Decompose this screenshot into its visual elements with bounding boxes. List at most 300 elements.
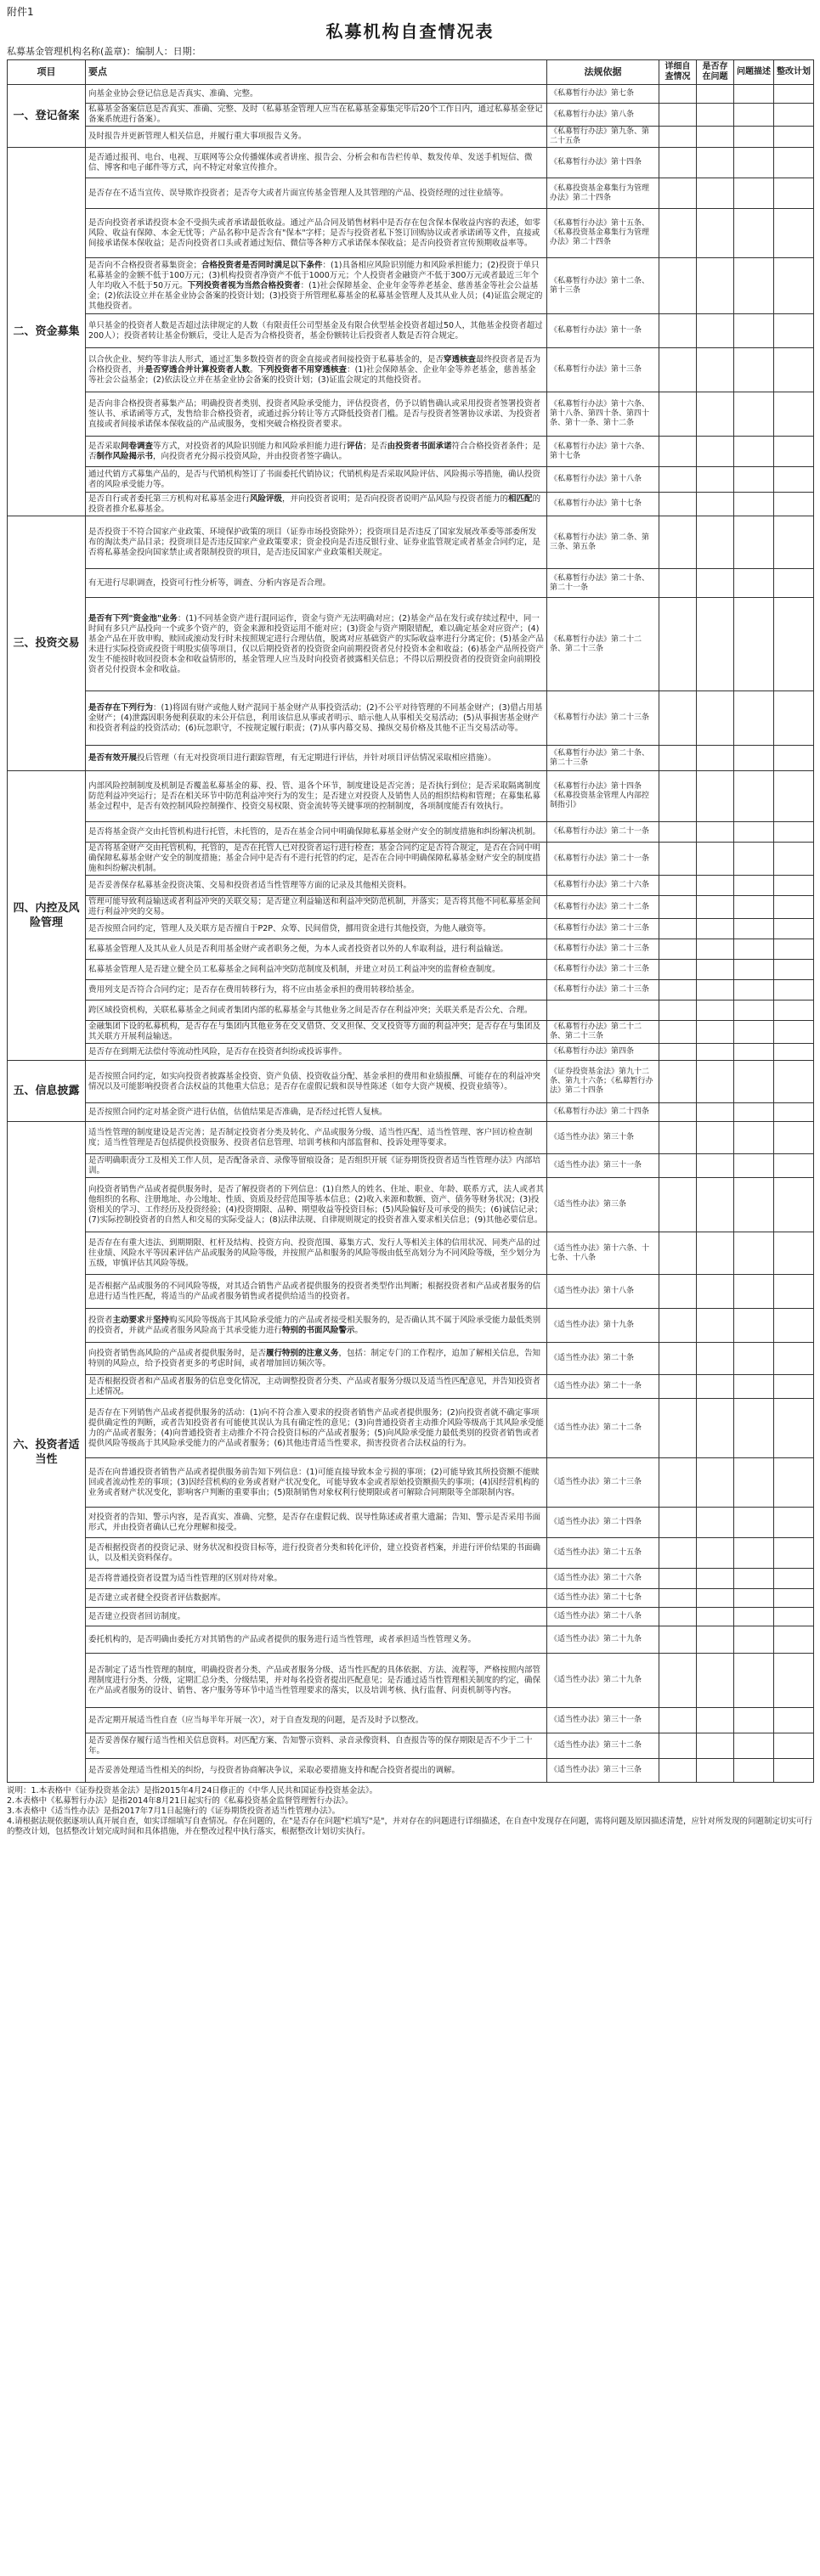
legal-basis: 《私募暂行办法》第十五条、《私募投资基金募集行为管理办法》第二十四条 bbox=[547, 209, 659, 258]
has-issue-cell[interactable] bbox=[697, 1154, 734, 1178]
plan-cell[interactable] bbox=[774, 1708, 814, 1733]
detail-cell[interactable] bbox=[659, 1399, 697, 1458]
detail-cell[interactable] bbox=[659, 876, 697, 896]
has-issue-cell[interactable] bbox=[697, 1343, 734, 1375]
plan-cell[interactable] bbox=[774, 1654, 814, 1708]
detail-cell[interactable] bbox=[659, 437, 697, 467]
section-name: 一、登记备案 bbox=[8, 85, 86, 148]
legal-basis: 《私募暂行办法》第二十三条 bbox=[547, 960, 659, 980]
has-issue-cell[interactable] bbox=[697, 392, 734, 437]
legal-basis: 《适当性办法》第二十九条 bbox=[547, 1626, 659, 1654]
key-point-text: 单只基金的投资者人数是否超过法律规定的人数（有限责任公司型基金及有限合伙型基金投资者超过50人，其他基金投资者超过200人）；投资者转让基金份额后，受让人是否为合格投资者，基金份额转让后投资者人数是否符合规定。 bbox=[86, 314, 547, 348]
table-row bbox=[8, 771, 814, 822]
key-point-text: 是否根据产品或服务的不同风险等级，对其适合销售产品或者提供服务的投资者类型作出判断；根据投资者和产品或者服务的信息进行适当性匹配，将适当的产品或者服务销售或者提供给适当的投资者。 bbox=[86, 1275, 547, 1309]
plan-cell[interactable] bbox=[774, 598, 814, 691]
plan-cell[interactable] bbox=[774, 1569, 814, 1589]
key-point-text: 有无进行尽职调查，投资可行性分析等，调查、分析内容是否合理。 bbox=[86, 569, 547, 598]
issue-desc-cell[interactable] bbox=[734, 843, 774, 876]
has-issue-cell[interactable] bbox=[697, 822, 734, 843]
has-issue-cell[interactable] bbox=[697, 209, 734, 258]
plan-cell[interactable] bbox=[774, 896, 814, 919]
detail-cell[interactable] bbox=[659, 258, 697, 314]
detail-cell[interactable] bbox=[659, 209, 697, 258]
issue-desc-cell[interactable] bbox=[734, 348, 774, 392]
plan-cell[interactable] bbox=[774, 746, 814, 771]
issue-desc-cell[interactable] bbox=[734, 1178, 774, 1232]
table-row bbox=[8, 822, 814, 843]
has-issue-cell[interactable] bbox=[697, 1122, 734, 1154]
issue-desc-cell[interactable] bbox=[734, 1044, 774, 1061]
issue-desc-cell[interactable] bbox=[734, 437, 774, 467]
legal-basis: 《适当性办法》第三十一条 bbox=[547, 1708, 659, 1733]
issue-desc-cell[interactable] bbox=[734, 258, 774, 314]
has-issue-cell[interactable] bbox=[697, 1708, 734, 1733]
key-point-text: 是否按照合同约定，如实向投资者披露基金投资、资产负债、投资收益分配、基金承担的费用和业绩报酬、可能存在的利益冲突情况以及可能影响投资者合法权益的其他重大信息；是否存在虚假记载和误导性陈述（如夸大资产规模、投资业绩等）。 bbox=[86, 1061, 547, 1103]
key-point-text: 对投资者的告知、警示内容，是否真实、准确、完整，是否存在虚假记载、误导性陈述或者重大遗漏；告知、警示是否采用书面形式，并由投资者确认已充分理解和接受。 bbox=[86, 1508, 547, 1538]
detail-cell[interactable] bbox=[659, 1508, 697, 1538]
detail-cell[interactable] bbox=[659, 1021, 697, 1044]
issue-desc-cell[interactable] bbox=[734, 771, 774, 822]
issue-desc-cell[interactable] bbox=[734, 104, 774, 127]
plan-cell[interactable] bbox=[774, 939, 814, 960]
detail-cell[interactable] bbox=[659, 516, 697, 569]
has-issue-cell[interactable] bbox=[697, 896, 734, 919]
issue-desc-cell[interactable] bbox=[734, 493, 774, 516]
table-row bbox=[8, 1569, 814, 1589]
legal-basis: 《私募暂行办法》第二十三条 bbox=[547, 980, 659, 1001]
legal-basis: 《私募暂行办法》第四条 bbox=[547, 1044, 659, 1061]
plan-cell[interactable] bbox=[774, 771, 814, 822]
legal-basis: 《私募暂行办法》第二十三条 bbox=[547, 919, 659, 939]
detail-cell[interactable] bbox=[659, 127, 697, 148]
detail-cell[interactable] bbox=[659, 1232, 697, 1275]
has-issue-cell[interactable] bbox=[697, 919, 734, 939]
has-issue-cell[interactable] bbox=[697, 258, 734, 314]
table-row bbox=[8, 980, 814, 1001]
table-row bbox=[8, 1626, 814, 1654]
key-point-text: 向投资者销售产品或者提供服务时，是否了解投资者的下列信息：(1)自然人的姓名、住址、职业、年龄、联系方式，法人或者其他组织的名称、注册地址、办公地址、性质、资质及经营范围等基本信息；(2)收入来源和数额、资产、债务等财务状况；(3)投资相关的学习、工作经历及投资经验；(4)投资期限、品种、期望收益等投资目标；(5)风险偏好及可承受的损失；(6)诚信记录；(7)实际控制投资者的自然人和交易的实际受益人；(8)法律法规、自律规则规定的投资者准入要求相关信息；(9)其他必要信息。 bbox=[86, 1178, 547, 1232]
plan-cell[interactable] bbox=[774, 467, 814, 493]
has-issue-cell[interactable] bbox=[697, 1508, 734, 1538]
issue-desc-cell[interactable] bbox=[734, 1654, 774, 1708]
issue-desc-cell[interactable] bbox=[734, 467, 774, 493]
key-point-text: 是否妥善处理适当性相关的纠纷，与投资者协商解决争议，采取必要措施支持和配合投资者提出的调解。 bbox=[86, 1759, 547, 1783]
legal-basis: 《私募暂行办法》第十八条 bbox=[547, 467, 659, 493]
issue-desc-cell[interactable] bbox=[734, 1103, 774, 1122]
detail-cell[interactable] bbox=[659, 1103, 697, 1122]
note-3: 3.本表格中《适当性办法》是指2017年7月1日起施行的《证券期货投资者适当性管理办法》。 bbox=[7, 1807, 341, 1816]
issue-desc-cell[interactable] bbox=[734, 1589, 774, 1608]
detail-cell[interactable] bbox=[659, 1759, 697, 1783]
plan-cell[interactable] bbox=[774, 1021, 814, 1044]
detail-cell[interactable] bbox=[659, 392, 697, 437]
legal-basis: 《私募暂行办法》第二十四条 bbox=[547, 1103, 659, 1122]
detail-cell[interactable] bbox=[659, 1061, 697, 1103]
issue-desc-cell[interactable] bbox=[734, 919, 774, 939]
plan-cell[interactable] bbox=[774, 1275, 814, 1309]
key-point-text: 内部风险控制制度及机制是否覆盖私募基金的募、投、管、退各个环节，制度建设是否完善；是否执行到位；是否采取隔离制度防范利益冲突运行；是否在相关环节中防范利益冲突行为的发生；是否建立对投资人及销售人员的组织结构和管理；在募集私募基金过程中，是否有效控制风险控制操作、投资交易权限、资金流转等关键事项的控制制度，各项制度能否有效执行。 bbox=[86, 771, 547, 822]
has-issue-cell[interactable] bbox=[697, 876, 734, 896]
detail-cell[interactable] bbox=[659, 348, 697, 392]
has-issue-cell[interactable] bbox=[697, 437, 734, 467]
detail-cell[interactable] bbox=[659, 1589, 697, 1608]
plan-cell[interactable] bbox=[774, 1589, 814, 1608]
has-issue-cell[interactable] bbox=[697, 148, 734, 178]
issue-desc-cell[interactable] bbox=[734, 1538, 774, 1569]
plan-cell[interactable] bbox=[774, 980, 814, 1001]
plan-cell[interactable] bbox=[774, 1399, 814, 1458]
has-issue-cell[interactable] bbox=[697, 960, 734, 980]
has-issue-cell[interactable] bbox=[697, 493, 734, 516]
has-issue-cell[interactable] bbox=[697, 1001, 734, 1021]
detail-cell[interactable] bbox=[659, 960, 697, 980]
has-issue-cell[interactable] bbox=[697, 1275, 734, 1309]
detail-cell[interactable] bbox=[659, 939, 697, 960]
detail-cell[interactable] bbox=[659, 822, 697, 843]
table-row bbox=[8, 1458, 814, 1508]
table-row bbox=[8, 493, 814, 516]
table-row bbox=[8, 1654, 814, 1708]
issue-desc-cell[interactable] bbox=[734, 1309, 774, 1343]
plan-cell[interactable] bbox=[774, 348, 814, 392]
detail-cell[interactable] bbox=[659, 1001, 697, 1021]
key-point-text: 向投资者销售高风险的产品或者提供服务时，是否履行特别的注意义务，包括：制定专门的工作程序，追加了解相关信息，告知特别的风险点，给予投资者更多的考虑时间，或者增加回访频次等。 bbox=[86, 1343, 547, 1375]
detail-cell[interactable] bbox=[659, 1178, 697, 1232]
issue-desc-cell[interactable] bbox=[734, 1569, 774, 1589]
legal-basis: 《适当性办法》第三十一条 bbox=[547, 1154, 659, 1178]
has-issue-cell[interactable] bbox=[697, 598, 734, 691]
has-issue-cell[interactable] bbox=[697, 1569, 734, 1589]
has-issue-cell[interactable] bbox=[697, 516, 734, 569]
plan-cell[interactable] bbox=[774, 919, 814, 939]
legal-basis: 《适当性办法》第二十三条 bbox=[547, 1458, 659, 1508]
plan-cell[interactable] bbox=[774, 209, 814, 258]
has-issue-cell[interactable] bbox=[697, 127, 734, 148]
table-row bbox=[8, 896, 814, 919]
issue-desc-cell[interactable] bbox=[734, 746, 774, 771]
key-point-text: 向基金业协会登记信息是否真实、准确、完整。 bbox=[86, 85, 547, 104]
has-issue-cell[interactable] bbox=[697, 1044, 734, 1061]
plan-cell[interactable] bbox=[774, 1626, 814, 1654]
table-row bbox=[8, 843, 814, 876]
has-issue-cell[interactable] bbox=[697, 1589, 734, 1608]
legal-basis: 《适当性办法》第三十条 bbox=[547, 1122, 659, 1154]
plan-cell[interactable] bbox=[774, 1375, 814, 1399]
plan-cell[interactable] bbox=[774, 1309, 814, 1343]
issue-desc-cell[interactable] bbox=[734, 1458, 774, 1508]
table-row bbox=[8, 1608, 814, 1626]
has-issue-cell[interactable] bbox=[697, 691, 734, 746]
issue-desc-cell[interactable] bbox=[734, 148, 774, 178]
table-row bbox=[8, 1001, 814, 1021]
plan-cell[interactable] bbox=[774, 569, 814, 598]
table-row bbox=[8, 1733, 814, 1759]
key-point-text: 是否采取问卷调查等方式，对投资者的风险识别能力和风险承担能力进行评估；是否由投资者书面承诺符合合格投资者条件；是否制作风险揭示书，向投资者充分揭示投资风险，并由投资者签字确认。 bbox=[86, 437, 547, 467]
has-issue-cell[interactable] bbox=[697, 1458, 734, 1508]
table-row bbox=[8, 1178, 814, 1232]
table-row bbox=[8, 516, 814, 569]
has-issue-cell[interactable] bbox=[697, 467, 734, 493]
legal-basis: 《适当性办法》第二十八条 bbox=[547, 1608, 659, 1626]
detail-cell[interactable] bbox=[659, 746, 697, 771]
legal-basis: 《适当性办法》第二十五条 bbox=[547, 1538, 659, 1569]
detail-cell[interactable] bbox=[659, 569, 697, 598]
table-row bbox=[8, 1122, 814, 1154]
has-issue-cell[interactable] bbox=[697, 1061, 734, 1103]
key-point-text: 是否建立投资者回访制度。 bbox=[86, 1608, 547, 1626]
has-issue-cell[interactable] bbox=[697, 314, 734, 348]
detail-cell[interactable] bbox=[659, 148, 697, 178]
plan-cell[interactable] bbox=[774, 822, 814, 843]
plan-cell[interactable] bbox=[774, 314, 814, 348]
plan-cell[interactable] bbox=[774, 516, 814, 569]
detail-cell[interactable] bbox=[659, 1275, 697, 1309]
table-row bbox=[8, 392, 814, 437]
legal-basis: 《私募暂行办法》第二十二条、第二十三条 bbox=[547, 598, 659, 691]
has-issue-cell[interactable] bbox=[697, 569, 734, 598]
plan-cell[interactable] bbox=[774, 437, 814, 467]
key-point-text: 是否向非合格投资者募集产品；明确投资者类别、投资者风险承受能力，评估投资者，仍予以销售确认或采用投资者签署投资者签认书、承诺函等方式，发售给非合格投资者，或通过拆分转让等方式降低投资者门槛。是否与投资者签署协议承诺、为投资者直接或者间接承诺保本保收益的产品或服务，变相突破合格投资者要求。 bbox=[86, 392, 547, 437]
key-point-text: 是否明确职责分工及相关工作人员，是否配备录音、录像等留痕设备；是否组织开展《证券期货投资者适当性管理办法》内部培训。 bbox=[86, 1154, 547, 1178]
plan-cell[interactable] bbox=[774, 493, 814, 516]
has-issue-cell[interactable] bbox=[697, 1538, 734, 1569]
legal-basis: 《适当性办法》第二十九条 bbox=[547, 1654, 659, 1708]
table-row bbox=[8, 1275, 814, 1309]
key-point-text: 是否存在下列行为：(1)将固有财产或他人财产混同于基金财产从事投资活动；(2)不公平对待管理的不同基金财产；(3)借占用基金财产；(4)泄露因职务便利获取的未公开信息，利用该信息从事或者明示、暗示他人从事相关交易活动；(5)从事损害基金财产和投资者利益的投资活动；(6)玩忽职守，不按规定履行职责；(7)从事内幕交易、操纵交易价格及其他不正当交易活动等。 bbox=[86, 691, 547, 746]
legal-basis: 《私募暂行办法》第二十一条 bbox=[547, 822, 659, 843]
plan-cell[interactable] bbox=[774, 127, 814, 148]
issue-desc-cell[interactable] bbox=[734, 1508, 774, 1538]
has-issue-cell[interactable] bbox=[697, 1309, 734, 1343]
attachment-label: 附件1 bbox=[7, 6, 34, 18]
key-point-text: 是否定期开展适当性自查（应当每半年开展一次），对于自查发现的问题，是否及时予以整改。 bbox=[86, 1708, 547, 1733]
detail-cell[interactable] bbox=[659, 85, 697, 104]
legal-basis: 《适当性办法》第二十六条 bbox=[547, 1569, 659, 1589]
has-issue-cell[interactable] bbox=[697, 771, 734, 822]
plan-cell[interactable] bbox=[774, 1232, 814, 1275]
plan-cell[interactable] bbox=[774, 1538, 814, 1569]
detail-cell[interactable] bbox=[659, 691, 697, 746]
has-issue-cell[interactable] bbox=[697, 1232, 734, 1275]
plan-cell[interactable] bbox=[774, 1061, 814, 1103]
issue-desc-cell[interactable] bbox=[734, 178, 774, 209]
issue-desc-cell[interactable] bbox=[734, 314, 774, 348]
legal-basis: 《适当性办法》第十六条、十七条、十八条 bbox=[547, 1232, 659, 1275]
table-row bbox=[8, 939, 814, 960]
issue-desc-cell[interactable] bbox=[734, 569, 774, 598]
issue-desc-cell[interactable] bbox=[734, 598, 774, 691]
issue-desc-cell[interactable] bbox=[734, 939, 774, 960]
table-row bbox=[8, 919, 814, 939]
plan-cell[interactable] bbox=[774, 1001, 814, 1021]
key-point-text: 私募基金备案信息是否真实、准确、完整、及时（私募基金管理人应当在私募基金募集完毕后20个工作日内，通过私募基金登记备案系统进行备案）。 bbox=[86, 104, 547, 127]
plan-cell[interactable] bbox=[774, 1122, 814, 1154]
detail-cell[interactable] bbox=[659, 1375, 697, 1399]
detail-cell[interactable] bbox=[659, 980, 697, 1001]
table-row bbox=[8, 1708, 814, 1733]
detail-cell[interactable] bbox=[659, 1154, 697, 1178]
table-row bbox=[8, 1759, 814, 1783]
table-row bbox=[8, 598, 814, 691]
issue-desc-cell[interactable] bbox=[734, 516, 774, 569]
detail-cell[interactable] bbox=[659, 467, 697, 493]
key-point-text: 是否在向普通投资者销售产品或者提供服务前告知下列信息：(1)可能直接导致本金亏损的事项；(2)可能导致其所投资额不能赎回或者流动性差的事项；(3)因经营机构的业务或者财产状况变化，可能导致本金或者原始投资额损失的事项；(4)因经营机构的业务或者财产状况变化，影响客户判断的重要事由；(5)限制销售对象权利行使期限或者可解除合同期限等全部限制内容。 bbox=[86, 1458, 547, 1508]
legal-basis: 《私募暂行办法》第二十二条、第二十三条 bbox=[547, 1021, 659, 1044]
key-point-text: 是否存在到期无法偿付等流动性风险，是否存在投资者纠纷或投诉事件。 bbox=[86, 1044, 547, 1061]
has-issue-cell[interactable] bbox=[697, 1375, 734, 1399]
table-row bbox=[8, 1343, 814, 1375]
issue-desc-cell[interactable] bbox=[734, 1232, 774, 1275]
detail-cell[interactable] bbox=[659, 1122, 697, 1154]
plan-cell[interactable] bbox=[774, 876, 814, 896]
has-issue-cell[interactable] bbox=[697, 178, 734, 209]
has-issue-cell[interactable] bbox=[697, 939, 734, 960]
detail-cell[interactable] bbox=[659, 1458, 697, 1508]
legal-basis: 《私募暂行办法》第十二条、第十三条 bbox=[547, 258, 659, 314]
table-row bbox=[8, 148, 814, 178]
legal-basis: 《适当性办法》第二十四条 bbox=[547, 1508, 659, 1538]
issue-desc-cell[interactable] bbox=[734, 1608, 774, 1626]
has-issue-cell[interactable] bbox=[697, 348, 734, 392]
legal-basis: 《适当性办法》第二十一条 bbox=[547, 1375, 659, 1399]
issue-desc-cell[interactable] bbox=[734, 127, 774, 148]
key-point-text: 是否妥善保存私募基金投资决策、交易和投资者适当性管理等方面的记录及其他相关资料。 bbox=[86, 876, 547, 896]
detail-cell[interactable] bbox=[659, 178, 697, 209]
plan-cell[interactable] bbox=[774, 1458, 814, 1508]
has-issue-cell[interactable] bbox=[697, 1626, 734, 1654]
issue-desc-cell[interactable] bbox=[734, 980, 774, 1001]
detail-cell[interactable] bbox=[659, 493, 697, 516]
has-issue-cell[interactable] bbox=[697, 1021, 734, 1044]
plan-cell[interactable] bbox=[774, 1103, 814, 1122]
key-point-text: 及时报告并更新管理人相关信息，并履行重大事项报告义务。 bbox=[86, 127, 547, 148]
plan-cell[interactable] bbox=[774, 392, 814, 437]
plan-cell[interactable] bbox=[774, 1154, 814, 1178]
detail-cell[interactable] bbox=[659, 1708, 697, 1733]
issue-desc-cell[interactable] bbox=[734, 896, 774, 919]
detail-cell[interactable] bbox=[659, 1654, 697, 1708]
issue-desc-cell[interactable] bbox=[734, 209, 774, 258]
detail-cell[interactable] bbox=[659, 1044, 697, 1061]
has-issue-cell[interactable] bbox=[697, 843, 734, 876]
detail-cell[interactable] bbox=[659, 598, 697, 691]
detail-cell[interactable] bbox=[659, 1626, 697, 1654]
table-row bbox=[8, 1154, 814, 1178]
detail-cell[interactable] bbox=[659, 896, 697, 919]
issue-desc-cell[interactable] bbox=[734, 392, 774, 437]
legal-basis: 《私募投资基金募集行为管理办法》第二十四条 bbox=[547, 178, 659, 209]
detail-cell[interactable] bbox=[659, 1608, 697, 1626]
plan-cell[interactable] bbox=[774, 1178, 814, 1232]
has-issue-cell[interactable] bbox=[697, 1608, 734, 1626]
issue-desc-cell[interactable] bbox=[734, 960, 774, 980]
has-issue-cell[interactable] bbox=[697, 1654, 734, 1708]
plan-cell[interactable] bbox=[774, 178, 814, 209]
has-issue-cell[interactable] bbox=[697, 1759, 734, 1783]
issue-desc-cell[interactable] bbox=[734, 1375, 774, 1399]
detail-cell[interactable] bbox=[659, 104, 697, 127]
has-issue-cell[interactable] bbox=[697, 85, 734, 104]
has-issue-cell[interactable] bbox=[697, 746, 734, 771]
issue-desc-cell[interactable] bbox=[734, 1154, 774, 1178]
key-point-text: 以合伙企业、契约等非法人形式，通过汇集多数投资者的资金直接或者间接投资于私募基金的，是否穿透核查最终投资者是否为合格投资者，并是否穿透合并计算投资者人数。下列投资者不用穿透核查：(1)社会保障基金、企业年金等养老基金，慈善基金等社会公益基金；(2)依法设立并在基金业协会备案的投资计划；(3)证监会规定的其他投资者。 bbox=[86, 348, 547, 392]
plan-cell[interactable] bbox=[774, 1759, 814, 1783]
detail-cell[interactable] bbox=[659, 919, 697, 939]
table-row bbox=[8, 876, 814, 896]
detail-cell[interactable] bbox=[659, 314, 697, 348]
has-issue-cell[interactable] bbox=[697, 1103, 734, 1122]
issue-desc-cell[interactable] bbox=[734, 876, 774, 896]
plan-cell[interactable] bbox=[774, 691, 814, 746]
legal-basis: 《私募暂行办法》第十一条 bbox=[547, 314, 659, 348]
key-point-text: 是否根据投资者和产品或者服务的信息变化情况，主动调整投资者分类、产品或者服务分级以及适当性匹配意见，并告知投资者上述情况。 bbox=[86, 1375, 547, 1399]
plan-cell[interactable] bbox=[774, 85, 814, 104]
has-issue-cell[interactable] bbox=[697, 1733, 734, 1759]
issue-desc-cell[interactable] bbox=[734, 1626, 774, 1654]
detail-cell[interactable] bbox=[659, 1733, 697, 1759]
legal-basis: 《证券投资基金法》第九十二条、第九十六条；《私募暂行办法》第二十四条 bbox=[547, 1061, 659, 1103]
issue-desc-cell[interactable] bbox=[734, 1061, 774, 1103]
issue-desc-cell[interactable] bbox=[734, 1708, 774, 1733]
detail-cell[interactable] bbox=[659, 1343, 697, 1375]
has-issue-cell[interactable] bbox=[697, 1178, 734, 1232]
table-row bbox=[8, 348, 814, 392]
plan-cell[interactable] bbox=[774, 258, 814, 314]
section-name: 六、投资者适当性 bbox=[8, 1122, 86, 1783]
key-point-text: 私募基金管理人及其从业人员是否利用基金财产或者职务之便，为本人或者投资者以外的人牟取利益，进行利益输送。 bbox=[86, 939, 547, 960]
key-point-text: 是否将基金财产交由托管机构，托管的，是否在托管人已对投资者运行进行检查；基金合同约定是否符合规定，是否在合同中明确保障私募基金财产安全的制度措施；基金合同中是否有不进行托管的约定，是否在合同中明确保障私募基金财产安全的制度措施和纠纷解决机制。 bbox=[86, 843, 547, 876]
issue-desc-cell[interactable] bbox=[734, 1343, 774, 1375]
table-row bbox=[8, 1375, 814, 1399]
issue-desc-cell[interactable] bbox=[734, 1759, 774, 1783]
table-body bbox=[8, 85, 814, 1783]
issue-desc-cell[interactable] bbox=[734, 1001, 774, 1021]
detail-cell[interactable] bbox=[659, 1569, 697, 1589]
table-row bbox=[8, 1103, 814, 1122]
plan-cell[interactable] bbox=[774, 843, 814, 876]
plan-cell[interactable] bbox=[774, 148, 814, 178]
has-issue-cell[interactable] bbox=[697, 980, 734, 1001]
issue-desc-cell[interactable] bbox=[734, 1733, 774, 1759]
plan-cell[interactable] bbox=[774, 1608, 814, 1626]
detail-cell[interactable] bbox=[659, 843, 697, 876]
detail-cell[interactable] bbox=[659, 1538, 697, 1569]
detail-cell[interactable] bbox=[659, 1309, 697, 1343]
detail-cell[interactable] bbox=[659, 771, 697, 822]
legal-basis: 《适当性办法》第三十三条 bbox=[547, 1759, 659, 1783]
plan-cell[interactable] bbox=[774, 1508, 814, 1538]
issue-desc-cell[interactable] bbox=[734, 1122, 774, 1154]
issue-desc-cell[interactable] bbox=[734, 1021, 774, 1044]
plan-cell[interactable] bbox=[774, 1044, 814, 1061]
key-point-text: 投资者主动要求并坚持购买风险等级高于其风险承受能力的产品或者接受相关服务的，是否确认其不属于风险承受能力最低类别的投资者，并就产品或者服务风险高于其承受能力进行特别的书面风险警示。 bbox=[86, 1309, 547, 1343]
plan-cell[interactable] bbox=[774, 960, 814, 980]
plan-cell[interactable] bbox=[774, 1733, 814, 1759]
key-point-text: 金融集团下设的私募机构，是否存在与集团内其他业务在交叉借贷、交叉担保、交叉投资等方面的利益冲突；是否存在与集团及其关联方开展利益输送。 bbox=[86, 1021, 547, 1044]
plan-cell[interactable] bbox=[774, 104, 814, 127]
plan-cell[interactable] bbox=[774, 1343, 814, 1375]
issue-desc-cell[interactable] bbox=[734, 822, 774, 843]
issue-desc-cell[interactable] bbox=[734, 1275, 774, 1309]
issue-desc-cell[interactable] bbox=[734, 691, 774, 746]
has-issue-cell[interactable] bbox=[697, 104, 734, 127]
legal-basis: 《私募暂行办法》第二十条、第二十一条 bbox=[547, 569, 659, 598]
section-name: 三、投资交易 bbox=[8, 516, 86, 771]
issue-desc-cell[interactable] bbox=[734, 85, 774, 104]
has-issue-cell[interactable] bbox=[697, 1399, 734, 1458]
key-point-text: 是否根据投资者的投资记录、财务状况和投资目标等，进行投资者分类和转化评价，建立投资者档案，并进行评价结果的书面确认，以及相关资料保存。 bbox=[86, 1538, 547, 1569]
issue-desc-cell[interactable] bbox=[734, 1399, 774, 1458]
